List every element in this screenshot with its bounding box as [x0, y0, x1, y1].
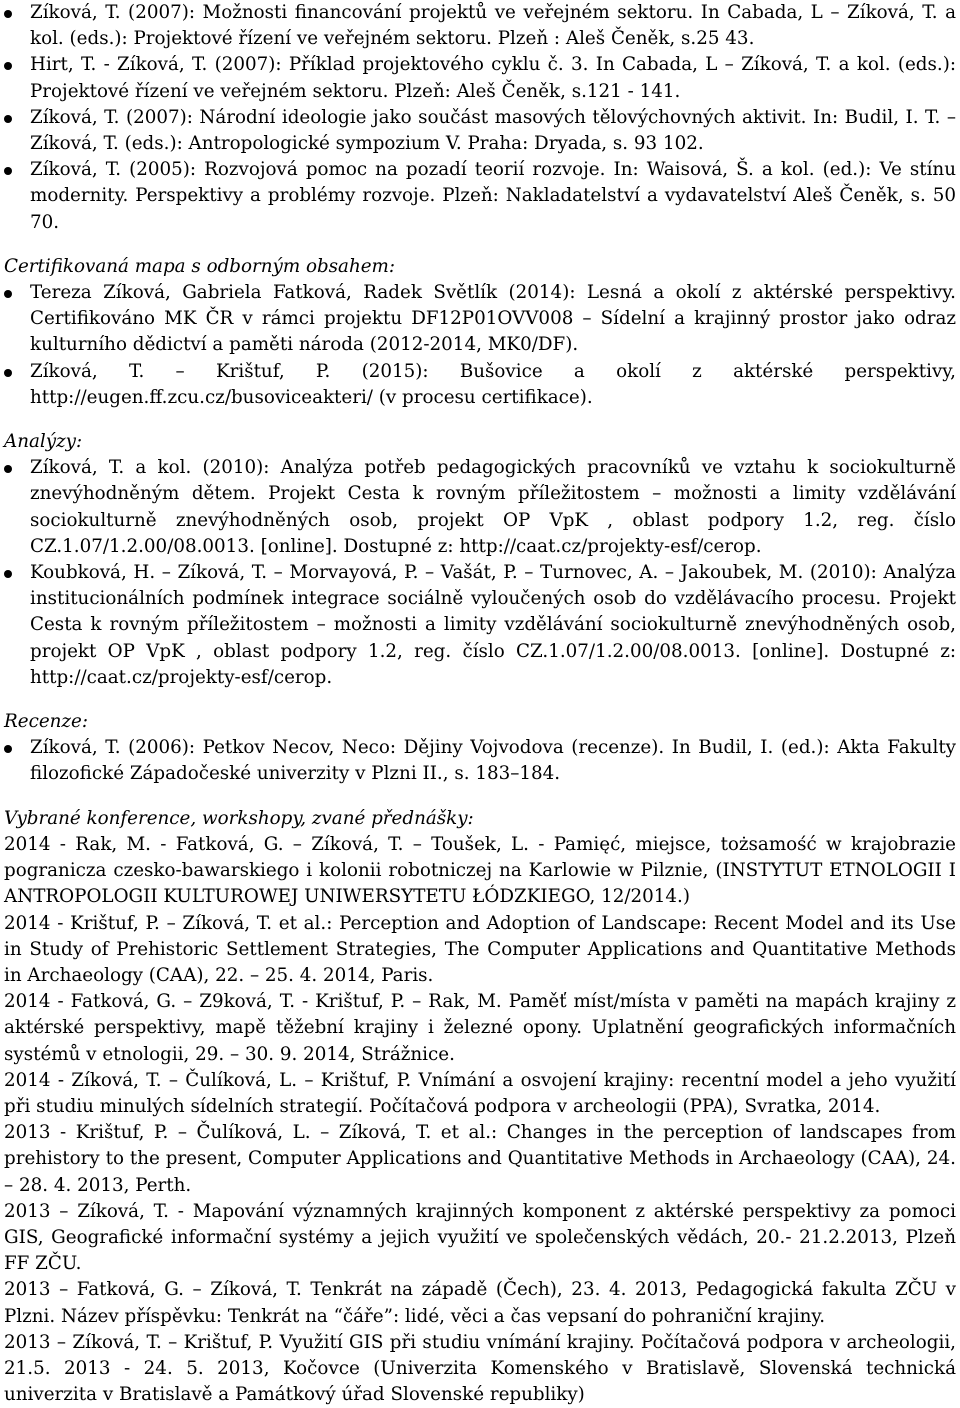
conference-entry: 2014 - Krištuf, P. – Zíková, T. et al.: Perception and Adoption of Landscape: Recent Model and its Use in Study of Prehistoric Settlement Strategies, The Computer Applications and Quantitative Methods in Archaeology (CAA), 22. – 25. 4. 2014, Paris. — [4, 912, 956, 986]
section-heading-reviews: Recenze: — [4, 711, 89, 733]
certified-map-list — [4, 280, 956, 411]
conference-entry: 2013 – Zíková, T. – Krištuf, P. Využití GIS při studiu vnímání krajiny. Počítačová podpora v archeologii, 21.5. 2013 - 24. 5. 2013, Kočovce (Univerzita Komenského v Bratislavě, Slovenská technická univerzita v Bratislavě a Památkový úřad Slovenské republiky) — [4, 1331, 956, 1406]
list-item: Hirt, T. - Zíková, T. (2007): Příklad projektového cyklu č. 3. In Cabada, L – Zíková, T. a kol. (eds.): Projektové řízení ve veřejném sektoru. Plzeň: Aleš Čeněk, s.121 - 141. — [4, 52, 956, 104]
conference-entry: 2014 - Rak, M. - Fatková, G. – Zíková, T. – Toušek, L. - Pamięć, miejsce, tożsamość w krajobrazie pogranicza czesko-bawarskiego i kolonii robotniczej na Karlowie w Pilznie, (INSTYTUT ETNOLOGII I ANTROPOLOGII KULTUROWEJ UNIWERSYTETU ŁÓDZKIEGO, 12/2014.) — [4, 833, 956, 908]
list-item: Zíková, T. (2005): Rozvojová pomoc na pozadí teorií rozvoje. In: Waisová, Š. a kol. (ed.): Ve stínu modernity. Perspektivy a problémy rozvoje. Plzeň: Nakladatelství a vydavatelství Aleš Čeněk, s. 50 70. — [4, 157, 956, 236]
list-item: Zíková, T. (2007): Národní ideologie jako součást masových tělovýchovných aktivit. In: Budil, I. T. – Zíková, T. (eds.): Antropologické sympozium V. Praha: Dryada, s. 93 102. — [4, 105, 956, 157]
list-item: Zíková, T. (2007): Možnosti financování projektů ve veřejném sektoru. In Cabada, L – Zíková, T. a kol. (eds.): Projektové řízení ve veřejném sektoru. Plzeň : Aleš Čeněk, s.25 43. — [4, 0, 956, 52]
section-heading-analyses: Analýzy: — [4, 431, 83, 453]
list-item: Zíková, T. a kol. (2010): Analýza potřeb pedagogických pracovníků ve vztahu k sociokulturně znevýhodněným dětem. Projekt Cesta k rovným příležitostem – možnosti a limity vzdělávání sociokulturně znevýhodněných osob, projekt OP VpK , oblast podpory 1.2, reg. číslo CZ.1.07/1.2.00/08.0013. [online]. Dostupné z: http://caat.cz/projekty-esf/cerop. — [4, 455, 956, 560]
section-heading-conferences: Vybrané konference, workshopy, zvané přednášky: — [4, 807, 474, 829]
conference-entry: 2014 - Fatková, G. – Z9ková, T. - Krištuf, P. – Rak, M. Paměť míst/místa v paměti na mapách krajiny z aktérské perspektivy, mapě těžební krajiny i železné opony. Uplatnění geografických informačních systémů v etnologii, 29. – 30. 9. 2014, Strážnice. — [4, 991, 956, 1065]
conference-entry: 2013 - Krištuf, P. – Čulíková, L. – Zíková, T. et al.: Changes in the perception of landscapes from prehistory to the present, Computer Applications and Quantitative Methods in Archaeology (CAA), 24. – 28. 4. 2013, Perth. — [4, 1122, 956, 1196]
conference-entry: 2013 – Zíková, T. - Mapování významných krajinných komponent z aktérské perspektivy za pomoci GIS, Geografické informační systémy a jejich využití ve společenských vědách, 20.- 21.2.2013, Plzeň FF ZČU. — [4, 1200, 956, 1275]
list-item: Koubková, H. – Zíková, T. – Morvayová, P. – Vašát, P. – Turnovec, A. – Jakoubek, M. (2010): Analýza institucionálních podmínek integrace sociálně vyloučených osob do vzdělávacího procesu. Projekt Cesta k rovným příležitostem – možnosti a limity vzdělávání sociokulturně znevýhodněných osob, projekt OP VpK , oblast podpory 1.2, reg. číslo CZ.1.07/1.2.00/08.0013. [online]. Dostupné z: http://caat.cz/projekty-esf/cerop. — [4, 560, 956, 691]
reviews-list — [4, 735, 956, 787]
conference-entry: 2013 – Fatková, G. – Zíková, T. Tenkrát na západě (Čech), 23. 4. 2013, Pedagogická fakulta ZČU v Plzni. Název příspěvku: Tenkrát na “čáře”: lidé, věci a čas vepsaní do pohraniční krajiny. — [4, 1279, 956, 1327]
conference-list — [4, 832, 956, 1408]
section-heading-certified-map: Certifikovaná mapa s odborným obsahem: — [4, 255, 396, 277]
conference-entry: 2014 - Zíková, T. – Čulíková, L. – Krištuf, P. Vnímání a osvojení krajiny: recentní model a jeho využití při studiu minulých sídelních strategií. Počítačová podpora v archeologii (PPA), Svratka, 2014. — [4, 1069, 956, 1117]
analyses-list — [4, 455, 956, 691]
list-item: Zíková, T. (2006): Petkov Necov, Neco: Dějiny Vojvodova (recenze). In Budil, I. (ed.): Akta Fakulty filozofické Západočeské univerzity v Plzni II., s. 183–184. — [4, 735, 956, 787]
document-page — [4, 0, 956, 1408]
list-item: Zíková, T. – Krištuf, P. (2015): Bušovice a okolí z aktérské perspektivy, http://eugen.ff.zcu.cz/busoviceakteri/ (v procesu certifikace). — [4, 359, 956, 411]
list-item: Tereza Zíková, Gabriela Fatková, Radek Světlík (2014): Lesná a okolí z aktérské perspektivy. Certifikováno MK ČR v rámci projektu DF12P01OVV008 – Sídelní a krajinný prostor jako odraz kulturního dědictví a paměti národa (2012-2014, MK0/DF). — [4, 280, 956, 359]
publication-list — [4, 0, 956, 236]
